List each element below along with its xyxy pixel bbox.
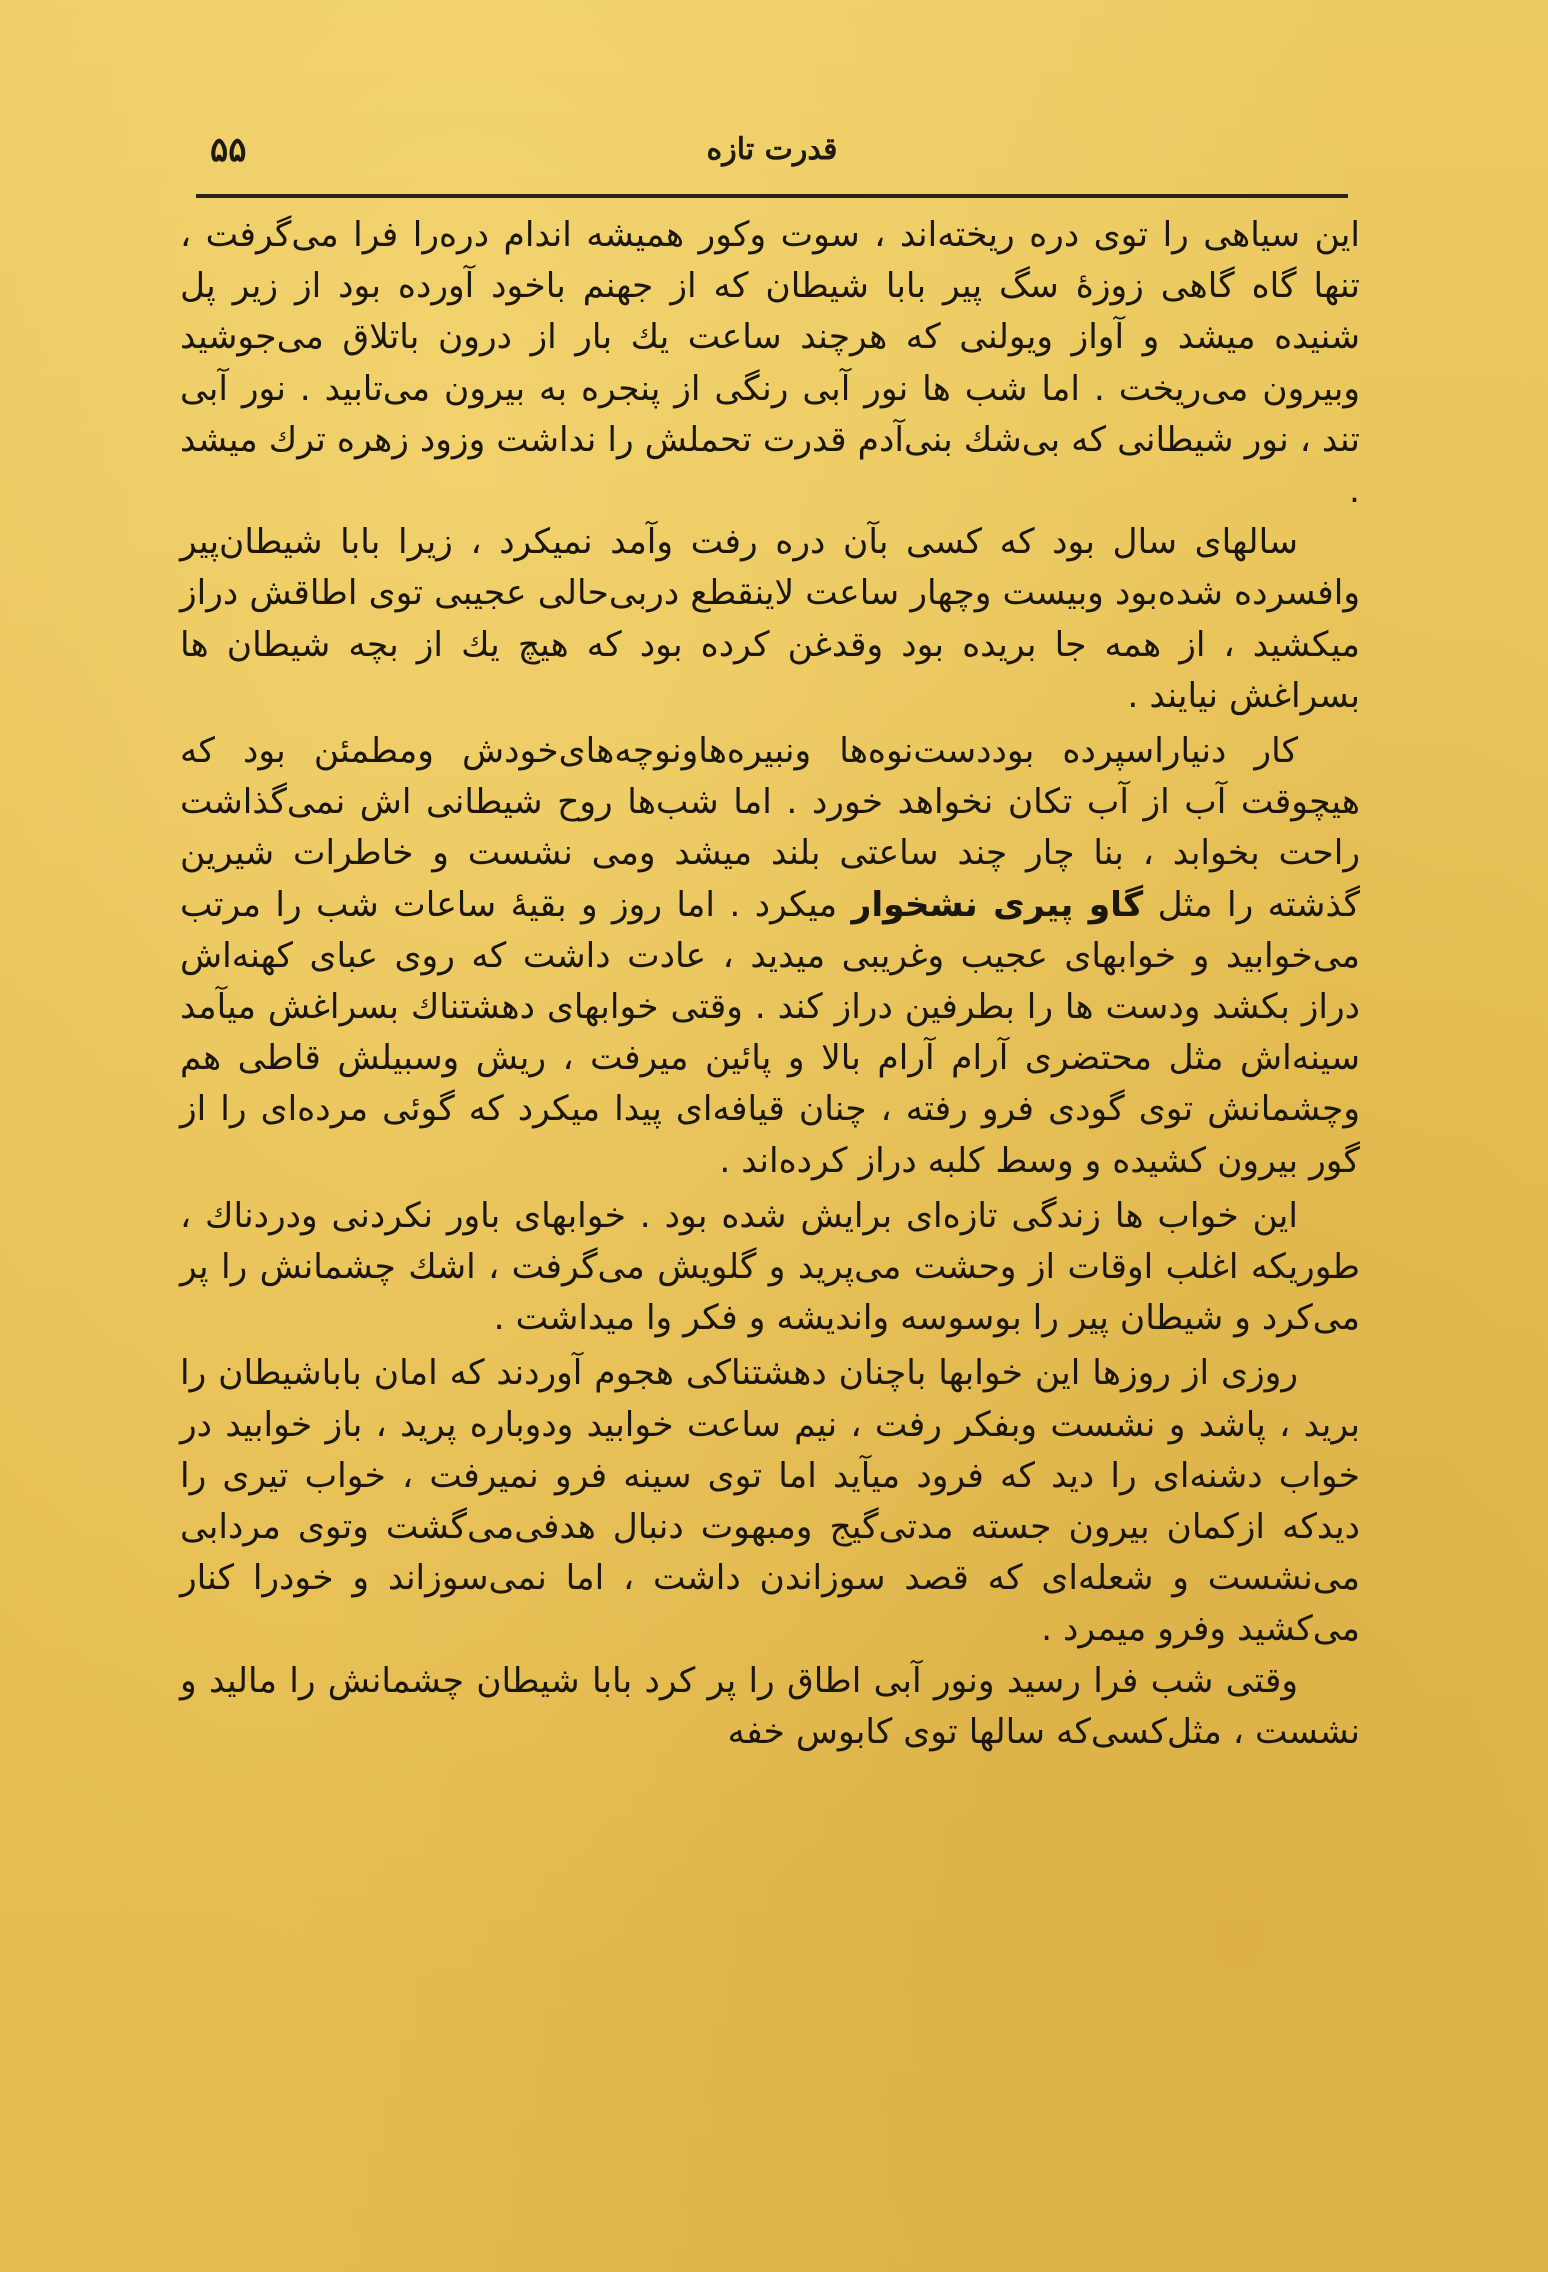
paragraph-1: این سیاهی را توی دره ریخته‌اند ، سوت وکور همیشه اندام دره‌را فرا می‌گرفت ، تنها گاه گاهی زوزهٔ سگ پیر بابا شیطان که از جهنم باخود آورده بود از زیر پل شنیده میشد و آواز ویولنی که هرچند ساعت یك بار از درون باتلاق می‌جوشید وبیرون می‌ریخت . اما شب ها نور آبی رنگی از پنجره به بیرون می‌تابید . نور آبی تند ، نور شیطانی که بی‌شك بنی‌آدم قدرت تحملش را نداشت وزود زهره ترك میشد . (180, 215, 1360, 512)
paragraph-3 (180, 726, 1360, 1187)
page-header (196, 128, 1348, 188)
paragraph-3-start: کار دنیارا‌سپرده بوددست‌نوه‌ها ونبیره‌هاونوچه‌های‌خودش ومطمئن بود که هیچوقت آب از آب تکان نخواهد خورد . اما شب‌ها روح شیطانی اش نمی‌گذاشت راحت بخوابد ، بنا چار چند ساعتی بلند میشد ومی نشست و خاطرات شیرین گذشته را مثل (180, 731, 1360, 925)
paragraph-4: این خواب ها زندگی تازه‌ای برایش شده بود . خوابهای باور نکردنی ودردناك ، طوریکه اغلب اوقات از وحشت می‌پرید و گلویش می‌گرفت ، اشك چشمانش را پر می‌کرد و شیطان پیر را بوسوسه واندیشه و فکر وا میداشت . (180, 1195, 1360, 1339)
paragraph-6: وقتی شب فرا رسید ونور آبی اطاق را پر کرد بابا شیطان چشمانش را مالید و نشست ، مثل‌کسی‌که سالها توی کابوس خفه (180, 1660, 1360, 1752)
paragraph-5: روزی از روزها این خوابها باچنان دهشتناکی هجوم آوردند که امان باباشیطان را برید ، پاشد و نشست وبفکر رفت ، نیم ساعت خوابید ودوباره پرید ، باز خوابید در خواب دشنه‌ای را دید که فرود میآید اما توی سینه فرو نمیرفت ، خواب تیری را دیدکه ازکمان بیرون جسته مدتی‌گیج ومبهوت دنبال هدفی‌می‌گشت وتوی مردابی می‌نشست و شعله‌ای که قصد سوزاندن داشت ، اما نمی‌سوزاند و خودرا کنار می‌کشید وفرو میمرد . (180, 1353, 1360, 1650)
page-number: ۵۵ (210, 130, 247, 170)
bold-phrase: گاو پیری نشخوار (851, 884, 1144, 925)
paragraph-2: سالهای سال بود که کسی بآن دره رفت وآمد نمیکرد ، زیرا بابا شیطان‌پیر وافسرده شده‌بود وبیست وچهار ساعت لاینقطع دربی‌حالی عجیبی توی اطاقش دراز میکشید ، از همه جا بریده بود وقدغن کرده بود که هیچ یك از بچه شیطان ها بسراغش نیایند . (180, 522, 1360, 716)
paragraph-3-end: میکرد . اما روز و بقیهٔ ساعات شب را مرتب می‌خوابید و خوابهای عجیب وغریبی میدید ، عادت داشت که روی عبای کهنه‌اش دراز بکشد ودست ها را بطرفین دراز کند . وقتی خوابهای دهشتناك بسراغش میآمد سینه‌اش مثل محتضری آرام آرام بالا و پائین میرفت ، ریش وسبیلش قاطی هم وچشمانش توی گودی فرو رفته ، چنان قیافه‌ای پیدا میکرد که گوئی مرده‌ای را از گور بیرون کشیده و وسط کلبه دراز کرده‌اند . (180, 884, 1360, 1181)
header-rule (196, 194, 1348, 198)
body-text (180, 210, 1360, 1758)
running-title: قدرت تازه (706, 132, 838, 167)
